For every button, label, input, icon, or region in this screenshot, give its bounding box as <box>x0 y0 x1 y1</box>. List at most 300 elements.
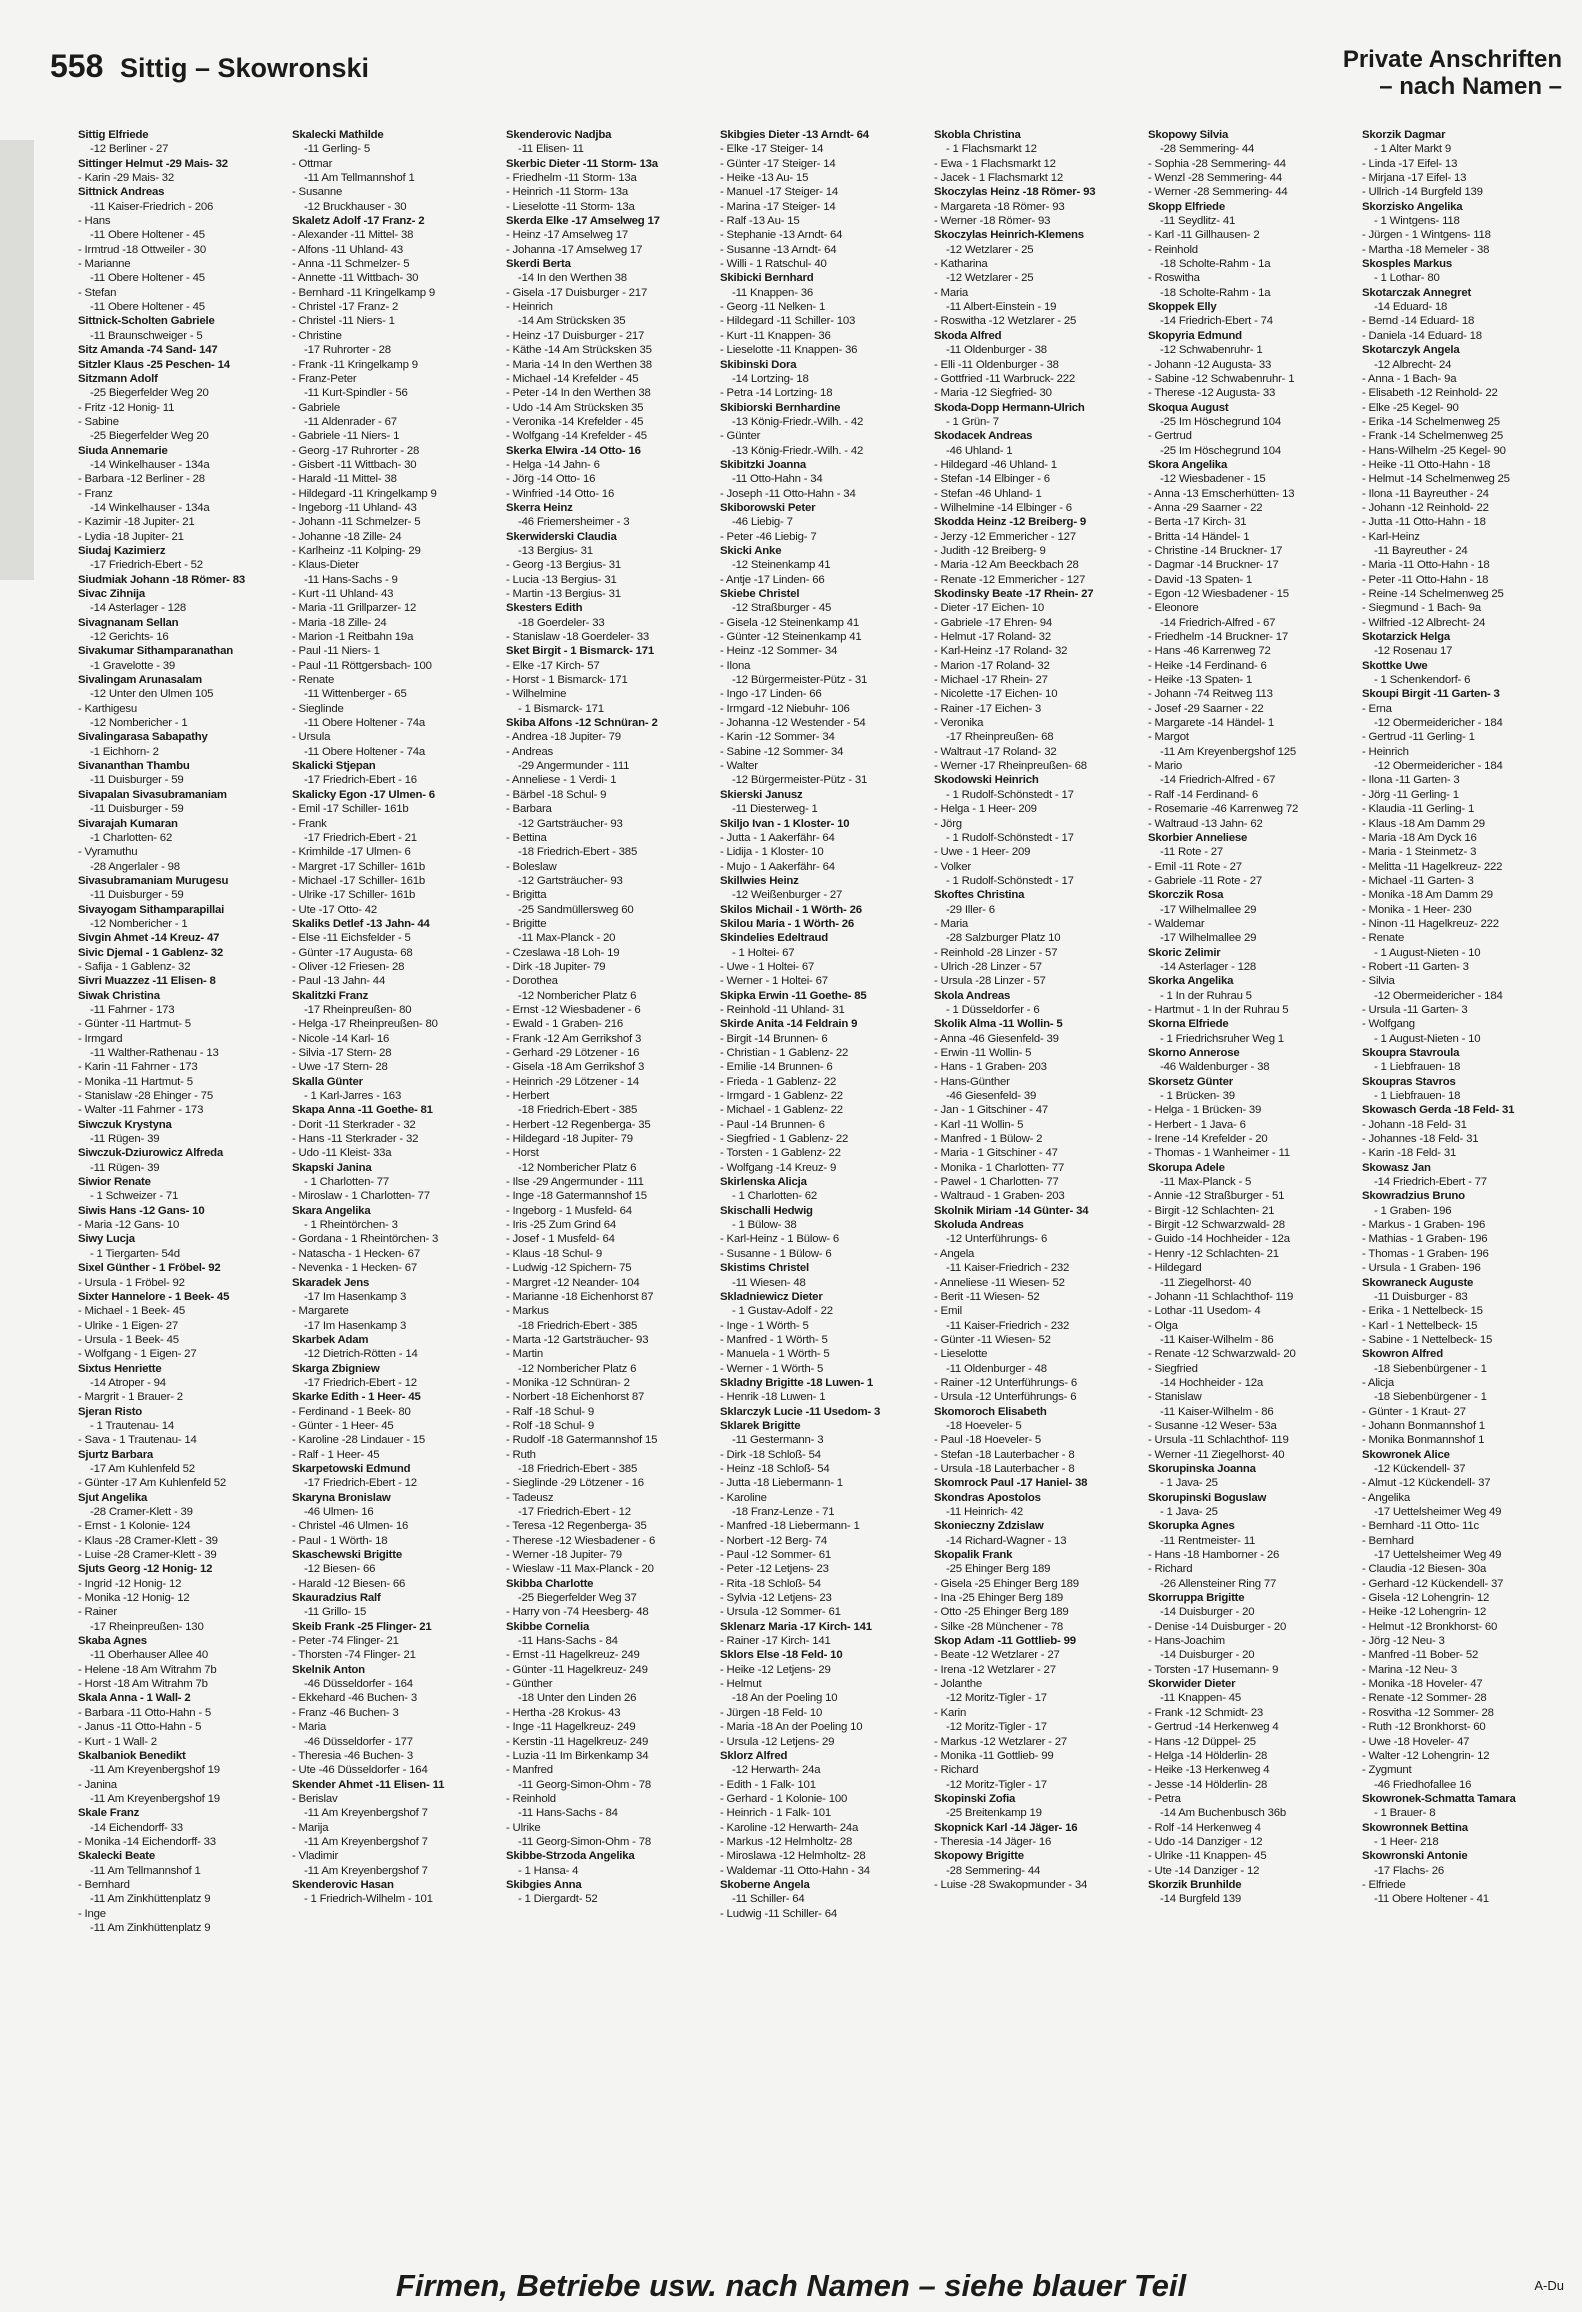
entry-line: - Ursula - 1 Graben- 196 <box>1362 1262 1481 1275</box>
entry-line: - Gerhard - 1 Kolonie- 100 <box>720 1792 848 1805</box>
entry-surname-line: Skiebe Christel <box>720 588 800 600</box>
entry-line: -14 Burgfeld 139 <box>1160 1893 1242 1906</box>
entry-line: - Monika -14 Eichendorff- 33 <box>78 1835 216 1848</box>
entry-line: - Harry von -74 Heesberg- 48 <box>506 1606 649 1619</box>
entry-line: - Angelika <box>1362 1491 1411 1504</box>
entry-line: - Harald -11 Mittel- 38 <box>292 473 397 486</box>
entry-line: - Marion -1 Reitbahn 19a <box>292 631 414 644</box>
entry-line: - Michael - 1 Gablenz- 22 <box>720 1104 843 1117</box>
entry-surname-line: Skapa Anna -11 Goethe- 81 <box>292 1104 433 1117</box>
entry-line: -11 Hans-Sachs - 84 <box>518 1807 618 1820</box>
entry-line: - Kurt - 1 Wall- 2 <box>78 1735 157 1748</box>
entry-line: - Werner -11 Ziegelhorst- 40 <box>1148 1448 1285 1461</box>
entry-surname-line: Skibba Charlotte <box>506 1577 594 1590</box>
entry-surname-line: Skowronnek Bettina <box>1362 1821 1468 1834</box>
entry-surname-line: Skibiorski Bernhardine <box>720 401 841 414</box>
entry-line: - Lothar -11 Usedom- 4 <box>1148 1305 1261 1318</box>
entry-surname-line: Skodda Heinz -12 Breiberg- 9 <box>934 516 1087 529</box>
entry-line: - Luise -28 Cramer-Klett - 39 <box>78 1549 217 1562</box>
entry-line: - Hildegard -11 Kringelkamp 9 <box>292 487 437 500</box>
entry-line: - Karin <box>934 1706 967 1719</box>
entry-line: -12 Albrecht- 24 <box>1374 358 1452 371</box>
entry-line: - Susanne <box>292 186 343 199</box>
entry-line: - 1 Schweizer - 71 <box>90 1190 179 1203</box>
entry-line: - Theresia -14 Jäger- 16 <box>934 1835 1052 1848</box>
entry-surname-line: Skorupka Agnes <box>1148 1520 1235 1533</box>
entry-line: - Volker <box>934 860 972 873</box>
entry-line: - Stanislaw <box>1148 1391 1202 1404</box>
entry-line: - Margrit - 1 Brauer- 2 <box>78 1391 183 1404</box>
entry-line: - Walter <box>720 760 758 773</box>
entry-line: - Irena -12 Wetzlarer - 27 <box>934 1663 1056 1676</box>
entry-line: - Boleslaw <box>506 860 557 873</box>
entry-surname-line: Siudmiak Johann -18 Römer- 83 <box>78 573 246 586</box>
entry-line: - Klaus -18 Am Damm 29 <box>1362 817 1485 830</box>
entry-line: - Erika -14 Schelmenweg 25 <box>1362 415 1500 428</box>
entry-line: - Hildegard <box>1148 1262 1202 1275</box>
entry-line: - Norbert -18 Eichenhorst 87 <box>506 1391 645 1404</box>
entry-surname-line: Skolik Alma -11 Wollin- 5 <box>934 1018 1063 1031</box>
entry-surname-line: Skender Ahmet -11 Elisen- 11 <box>292 1778 445 1791</box>
entry-line: - Ulrike - 1 Eigen- 27 <box>78 1319 179 1332</box>
entry-surname-line: Sivananthan Thambu <box>78 760 190 773</box>
entry-line: - Franz-Peter <box>292 372 357 385</box>
entry-line: - Karoline <box>720 1491 767 1504</box>
entry-line: -18 Hoeveler- 5 <box>946 1419 1022 1432</box>
entry-surname-line: Sklorz Alfred <box>720 1749 788 1762</box>
entry-line: - Bärbel -18 Schul- 9 <box>506 788 607 801</box>
entry-line: - 1 Alter Markt 9 <box>1374 143 1451 156</box>
entry-line: - Erna <box>1362 702 1392 715</box>
entry-line: - Erika - 1 Nettelbeck- 15 <box>1362 1305 1483 1318</box>
entry-line: - Veronika -14 Krefelder - 45 <box>506 415 644 428</box>
entry-surname-line: Sivac Zihnija <box>78 588 146 600</box>
entry-line: -14 Friedrich-Ebert - 77 <box>1374 1176 1487 1189</box>
entry-line: - Stefan <box>78 286 117 299</box>
entry-line: - 1 Friedrichsruher Weg 1 <box>1160 1032 1284 1045</box>
entry-line: - Bernhard <box>1362 1534 1414 1547</box>
entry-line: - Antje -17 Linden- 66 <box>720 573 825 586</box>
entry-surname-line: Sitzler Klaus -25 Peschen- 14 <box>78 358 230 371</box>
entry-line: - Werner -17 Rheinpreußen- 68 <box>934 760 1087 773</box>
entry-line: - Kerstin -11 Hagelkreuz- 249 <box>506 1735 649 1748</box>
entry-line: - Inge -18 Gatermannshof 15 <box>506 1190 647 1203</box>
entry-surname-line: Skalicki Stjepan <box>292 760 376 773</box>
entry-line: - Heike -13 Herkenweg 4 <box>1148 1764 1270 1777</box>
entry-surname-line: Skirde Anita -14 Feldrain 9 <box>720 1018 858 1031</box>
entry-line: - Silvia -17 Stern- 28 <box>292 1047 392 1059</box>
entry-line: - Heinrich -29 Lötzener - 14 <box>506 1075 640 1088</box>
entry-line: - Klaus-Dieter <box>292 559 359 572</box>
entry-line: - Almut -12 Kückendell- 37 <box>1362 1477 1491 1490</box>
entry-line: - Kurt -11 Uhland- 43 <box>292 588 394 600</box>
entry-line: - Elke -17 Steiger- 14 <box>720 143 824 156</box>
entry-line: - Paul -12 Sommer- 61 <box>720 1549 832 1562</box>
entry-line: - Mathias - 1 Graben- 196 <box>1362 1233 1488 1246</box>
entry-line: -14 Asterlager - 128 <box>90 602 187 615</box>
entry-surname-line: Sitz Amanda -74 Sand- 147 <box>78 344 218 357</box>
entry-line: -12 Gartsträucher- 93 <box>518 817 623 830</box>
entry-line: - Sava - 1 Trautenau- 14 <box>78 1434 197 1447</box>
entry-line: - Torsten -17 Husemann- 9 <box>1148 1663 1279 1676</box>
entry-line: - Wenzl -28 Semmering- 44 <box>1148 172 1283 185</box>
entry-line: - Waltraud -13 Jahn- 62 <box>1148 817 1263 830</box>
entry-line: -12 Gerichts- 16 <box>90 631 169 644</box>
entry-line: - Helene -18 Am Witrahm 7b <box>78 1663 217 1676</box>
entry-line: - Erwin -11 Wollin- 5 <box>934 1047 1032 1059</box>
entry-line: - Michael - 1 Beek- 45 <box>78 1305 186 1318</box>
entry-line: - Werner -18 Jupiter- 79 <box>506 1549 622 1562</box>
entry-line: - Maria -18 Zille- 24 <box>292 616 387 629</box>
entry-line: -11 Oldenburger - 48 <box>946 1362 1047 1375</box>
entry-line: - Ullrich -14 Burgfeld 139 <box>1362 186 1483 199</box>
entry-line: - Peter -11 Otto-Hahn - 18 <box>1362 573 1489 586</box>
entry-line: -17 Im Hasenkamp 3 <box>304 1290 407 1303</box>
entry-line: - Jutta - 1 Aakerfähr- 64 <box>720 831 835 844</box>
entry-surname-line: Siwczuk-Dziurowicz Alfreda <box>78 1147 224 1160</box>
entry-line: -12 Straßburger - 45 <box>732 602 832 615</box>
entry-line: - Ferdinand - 1 Beek- 80 <box>292 1405 411 1418</box>
entry-line: - Michael -14 Krefelder - 45 <box>506 372 639 385</box>
entry-surname-line: Skeib Frank -25 Flinger- 21 <box>292 1620 432 1633</box>
entry-line: - Alicja <box>1362 1376 1394 1389</box>
entry-line: - Theresia -46 Buchen- 3 <box>292 1749 413 1762</box>
entry-line: - Johanna -12 Westender - 54 <box>720 717 866 730</box>
entry-line: -12 Wetzlarer - 25 <box>946 272 1034 285</box>
entry-line: - Paul -13 Jahn- 44 <box>292 975 386 988</box>
entry-line: -1 Charlotten- 62 <box>90 831 173 844</box>
entry-surname-line: Skorsetz Günter <box>1148 1075 1233 1088</box>
entry-line: - Kazimir -18 Jupiter- 21 <box>78 516 195 529</box>
entry-line: - Petra <box>1148 1792 1181 1805</box>
entry-line: -11 Oldenburger - 38 <box>946 344 1047 357</box>
entry-surname-line: Skowronek Alice <box>1362 1448 1450 1461</box>
entry-line: - Czeslawa -18 Loh- 19 <box>506 946 620 959</box>
entry-line: - Günter - 1 Heer- 45 <box>292 1419 394 1432</box>
entry-line: -14 Friedrich-Alfred - 67 <box>1160 616 1276 629</box>
entry-line: - Käthe -14 Am Strücksken 35 <box>506 344 652 357</box>
entry-line: - Ludwig -12 Spichern- 75 <box>506 1262 632 1275</box>
section-title <box>1343 46 1562 100</box>
entry-line: -12 Biesen- 66 <box>304 1563 376 1576</box>
entry-line: - Heike -14 Ferdinand- 6 <box>1148 659 1267 672</box>
entry-line: -46 Uhland- 1 <box>946 444 1013 457</box>
entry-line: - 1 Rudolf-Schönstedt - 17 <box>946 874 1074 887</box>
entry-line: - Lidija - 1 Kloster- 10 <box>720 846 824 859</box>
entry-line: -13 König-Friedr.-Wilh. - 42 <box>732 415 864 428</box>
entry-line: - Hans -11 Sterkrader - 32 <box>292 1133 419 1146</box>
entry-line: - 1 Wintgens- 118 <box>1374 215 1460 228</box>
entry-line: -17 Wilhelmallee 29 <box>1160 903 1257 916</box>
entry-line: - Monika - 1 Heer- 230 <box>1362 903 1472 916</box>
entry-surname-line: Skoczylas Heinrich-Klemens <box>934 229 1084 242</box>
entry-line: -17 Rheinpreußen- 68 <box>946 731 1054 744</box>
entry-line: - Herbert <box>506 1090 550 1103</box>
entry-surname-line: Skalitzki Franz <box>292 989 369 1002</box>
entry-line: - Margarete -14 Händel- 1 <box>1148 717 1275 730</box>
entry-line: - Sylvia -12 Letjens- 23 <box>720 1592 832 1605</box>
entry-line: - Herbert - 1 Java- 6 <box>1148 1118 1246 1131</box>
entry-line: - Gabriele -11 Rote - 27 <box>1148 874 1263 887</box>
entry-line: -11 Hans-Sachs - 84 <box>518 1635 618 1648</box>
entry-line: - Nicole -14 Karl- 16 <box>292 1032 390 1045</box>
entry-line: - Sieglinde -29 Lötzener - 16 <box>506 1477 644 1490</box>
entry-line: -13 König-Friedr.-Wilh. - 42 <box>732 444 864 457</box>
entry-line: -14 Am Buchenbusch 36b <box>1160 1807 1287 1820</box>
entry-line: - Johann -74 Reitweg 113 <box>1148 688 1273 701</box>
entry-line: - Emil -17 Schiller- 161b <box>292 803 409 816</box>
entry-line: - Siegmund - 1 Bach- 9a <box>1362 602 1481 615</box>
entry-line: - Stephanie -13 Arndt- 64 <box>720 229 843 242</box>
entry-surname-line: Skiba Alfons -12 Schnüran- 2 <box>506 717 658 730</box>
entry-line: - Uwe - 1 Heer- 209 <box>934 846 1031 859</box>
entry-line: - Manfred - 1 Wörth- 5 <box>720 1333 828 1346</box>
entry-surname-line: Skalbaniok Benedikt <box>78 1749 186 1762</box>
entry-surname-line: Skomoroch Elisabeth <box>934 1405 1047 1418</box>
entry-line: - 1 Düsseldorfer - 6 <box>946 1003 1040 1016</box>
entry-surname-line: Skarga Zbigniew <box>292 1362 380 1375</box>
entry-line: - Gerhard -12 Kückendell- 37 <box>1362 1577 1504 1590</box>
entry-line: -14 Atroper - 94 <box>90 1376 166 1389</box>
entry-line: - Martin -13 Bergius- 31 <box>506 588 621 600</box>
entry-surname-line: Skopowy Brigitte <box>934 1850 1024 1863</box>
entry-line: -11 Oberhauser Allee 40 <box>90 1649 209 1662</box>
entry-line: - Frank -12 Am Gerrikshof 3 <box>506 1032 642 1045</box>
entry-line: - Ursula -12 Unterführungs- 6 <box>934 1391 1077 1404</box>
entry-surname-line: Skop Adam -11 Gottlieb- 99 <box>934 1635 1076 1648</box>
entry-line: - Johannes -18 Feld- 31 <box>1362 1133 1479 1146</box>
entry-line: - Heike -13 Au- 15 <box>720 172 809 185</box>
entry-line: - Anneliese -11 Wiesen- 52 <box>934 1276 1065 1289</box>
entry-surname-line: Skorczik Rosa <box>1148 889 1224 902</box>
entry-line: - Maria -12 Am Beeckbach 28 <box>934 559 1079 572</box>
entry-line: - Rolf -18 Schul- 9 <box>506 1419 594 1432</box>
entry-line: - Georg -17 Ruhrorter - 28 <box>292 444 420 457</box>
entry-line: - Willi - 1 Ratschul- 40 <box>720 258 827 271</box>
entry-line: -14 Duisburger - 20 <box>1160 1606 1255 1619</box>
entry-surname-line: Skara Angelika <box>292 1204 371 1217</box>
entry-line: - Emilie -14 Brunnen- 6 <box>720 1061 833 1074</box>
entry-line: - David -13 Spaten- 1 <box>1148 573 1253 586</box>
entry-line: - Hans-Joachim <box>1148 1635 1225 1648</box>
entry-line: - Gertrud -11 Gerling- 1 <box>1362 731 1475 744</box>
entry-line: - Gottfried -11 Warbruck- 222 <box>934 372 1076 385</box>
entry-line: - Christel -11 Niers- 1 <box>292 315 395 328</box>
entry-line: - Anna -29 Saarner - 22 <box>1148 501 1263 514</box>
entry-line: - Elfriede <box>1362 1878 1406 1891</box>
running-head: Sittig – Skowronski <box>120 53 370 83</box>
entry-surname-line: Sivalingarasa Sabapathy <box>78 731 208 744</box>
entry-surname-line: Sivalingam Arunasalam <box>78 674 202 687</box>
entry-line: - Heinrich <box>506 301 553 314</box>
entry-line: - Roswitha -12 Wetzlarer - 25 <box>934 315 1077 328</box>
entry-surname-line: Skorbier Anneliese <box>1148 831 1248 844</box>
entry-line: - Reinhold -11 Uhland- 31 <box>720 1003 845 1016</box>
entry-line: -12 Bürgermeister-Pütz - 31 <box>732 674 868 687</box>
entry-line: - Ute -17 Otto- 42 <box>292 903 378 916</box>
entry-line: - Lieselotte -11 Knappen- 36 <box>720 344 858 357</box>
entry-surname-line: Skodacek Andreas <box>934 430 1033 443</box>
entry-line: - Ruth -12 Bronkhorst- 60 <box>1362 1721 1486 1734</box>
entry-line: -11 Duisburger - 59 <box>90 803 184 816</box>
entry-surname-line: Skalla Günter <box>292 1075 363 1088</box>
entry-line: - Monika -18 Am Damm 29 <box>1362 889 1493 902</box>
entry-line: - Olga <box>1148 1319 1178 1332</box>
entry-line: - Günter <box>720 430 761 443</box>
entry-line: - 1 Schenkendorf- 6 <box>1374 674 1471 687</box>
entry-line: - Ina -25 Ehinger Berg 189 <box>934 1592 1064 1605</box>
entry-line: -11 Gerling- 5 <box>304 143 370 156</box>
entry-surname-line: Sivic Djemal - 1 Gablenz- 32 <box>78 946 224 959</box>
entry-line: - Britta -14 Händel- 1 <box>1148 530 1250 543</box>
entry-line: - Heike -12 Letjens- 29 <box>720 1663 831 1676</box>
entry-surname-line: Sixtus Henriette <box>78 1362 162 1375</box>
entry-line: - Wilhelmine -14 Elbinger - 6 <box>934 501 1072 514</box>
entry-line: - Lieselotte <box>934 1348 988 1361</box>
entry-line: - Pawel - 1 Charlotten- 77 <box>934 1176 1059 1189</box>
entry-line: -12 Schwabenruhr- 1 <box>1160 344 1263 357</box>
entry-line: - Karin -18 Feld- 31 <box>1362 1147 1457 1160</box>
entry-line: - Christine <box>292 329 342 342</box>
entry-line: - Susanne -13 Arndt- 64 <box>720 243 837 256</box>
entry-line: -17 Wilhelmallee 29 <box>1160 932 1257 945</box>
entry-line: - Johann -18 Feld- 31 <box>1362 1118 1467 1131</box>
entry-line: - Thomas - 1 Wanheimer - 11 <box>1148 1147 1290 1160</box>
entry-line: - Miroslaw - 1 Charlotten- 77 <box>292 1190 430 1203</box>
entry-line: - Hildegard -11 Schiller- 103 <box>720 315 856 328</box>
entry-surname-line: Skorno Annerose <box>1148 1047 1240 1059</box>
entry-line: - Wilfried -12 Albrecht- 24 <box>1362 616 1486 629</box>
entry-line: -11 Obere Holtener - 45 <box>90 301 205 314</box>
entry-line: - Gertrud <box>1148 430 1192 443</box>
entry-line: -12 Berliner - 27 <box>90 143 169 156</box>
entry-line: - Lieselotte -11 Storm- 13a <box>506 200 635 213</box>
entry-line: - Wilhelmine <box>506 688 567 701</box>
entry-surname-line: Sittnick-Scholten Gabriele <box>78 315 215 328</box>
entry-line: - Frank -12 Schmidt- 23 <box>1148 1706 1264 1719</box>
entry-surname-line: Skoric Zelimir <box>1148 946 1221 959</box>
entry-line: -25 Ehinger Berg 189 <box>946 1563 1051 1576</box>
entry-line: - Michael -17 Rhein- 27 <box>934 674 1048 687</box>
entry-line: - Denise -14 Duisburger - 20 <box>1148 1620 1287 1633</box>
entry-line: - Gabriele <box>292 401 341 414</box>
entry-line: - Margret -12 Neander- 104 <box>506 1276 640 1289</box>
entry-line: - Monika -11 Gottlieb- 99 <box>934 1749 1054 1762</box>
entry-surname-line: Skorzik Brunhilde <box>1148 1878 1242 1891</box>
entry-line: - Anna -46 Giesenfeld- 39 <box>934 1032 1059 1045</box>
entry-line: - Hildegard -46 Uhland- 1 <box>934 458 1057 471</box>
entry-line: - Ralf - 1 Heer- 45 <box>292 1448 380 1461</box>
entry-line: - Barbara -11 Otto-Hahn - 5 <box>78 1706 212 1719</box>
entry-line: - Karoline -28 Lindauer - 15 <box>292 1434 426 1447</box>
entry-line: - Ilona <box>720 659 751 672</box>
entry-line: - Monika -12 Schnüran- 2 <box>506 1376 630 1389</box>
entry-line: - Hartmut - 1 In der Ruhrau 5 <box>1148 1003 1289 1016</box>
entry-line: -28 Angerlaler - 98 <box>90 860 180 873</box>
entry-surname-line: Siwis Hans -12 Gans- 10 <box>78 1204 205 1217</box>
entry-surname-line: Skillwies Heinz <box>720 874 799 887</box>
entry-line: - 1 Diergardt- 52 <box>518 1893 598 1906</box>
entry-line: - Heinrich -11 Storm- 13a <box>506 186 629 199</box>
entry-line: -17 Uettelsheimer Weg 49 <box>1374 1549 1502 1562</box>
entry-surname-line: Skale Franz <box>78 1807 140 1820</box>
entry-surname-line: Skola Andreas <box>934 989 1011 1002</box>
entry-line: -12 Nombericher - 1 <box>90 917 188 930</box>
entry-line: - Helga - 1 Brücken- 39 <box>1148 1104 1262 1117</box>
entry-line: -11 Heinrich- 42 <box>946 1506 1023 1518</box>
entry-surname-line: Skaschewski Brigitte <box>292 1549 402 1562</box>
entry-line: -11 Kaiser-Friedrich - 232 <box>946 1262 1070 1275</box>
entry-line: -11 Braunschweiger - 5 <box>90 329 203 342</box>
entry-line: - Ute -14 Danziger - 12 <box>1148 1864 1260 1877</box>
entry-line: - Rainer <box>78 1606 117 1619</box>
entry-surname-line: Skoda Alfred <box>934 329 1002 342</box>
entry-line: -11 Albert-Einstein - 19 <box>946 301 1057 314</box>
entry-line: -14 Eichendorff- 33 <box>90 1821 183 1834</box>
entry-line: - Margot <box>1148 731 1189 744</box>
entry-line: - Gertrud -14 Herkenweg 4 <box>1148 1721 1279 1734</box>
entry-surname-line: Skolnik Miriam -14 Günter- 34 <box>934 1204 1089 1217</box>
entry-line: - 1 Grün- 7 <box>946 415 999 428</box>
entry-line: -12 Wetzlarer - 25 <box>946 243 1034 256</box>
entry-line: -11 Kurt-Spindler - 56 <box>304 387 408 400</box>
entry-surname-line: Skibgies Anna <box>506 1878 582 1891</box>
entry-line: -11 Georg-Simon-Ohm - 78 <box>518 1778 651 1791</box>
entry-line: - 1 Karl-Jarres - 163 <box>304 1090 402 1103</box>
entry-line: -11 Kaiser-Friedrich - 206 <box>90 200 214 213</box>
scan-edge-strip <box>0 140 34 580</box>
entry-line: - Mario <box>1148 760 1183 773</box>
entry-line: - Emil <box>934 1305 962 1318</box>
entry-line: - Rainer -12 Unterführungs- 6 <box>934 1376 1077 1389</box>
entry-line: - Karl - 1 Nettelbeck- 15 <box>1362 1319 1478 1332</box>
footer-note: Firmen, Betriebe usw. nach Namen – siehe blauer Teil <box>395 2268 1187 2303</box>
entry-line: -17 Rheinpreußen- 130 <box>90 1620 204 1633</box>
entry-line: - Luzia -11 Im Birkenkamp 34 <box>506 1749 649 1762</box>
entry-line: -17 Friedrich-Ebert - 12 <box>304 1376 417 1389</box>
entry-line: - Marion -17 Roland- 32 <box>934 659 1050 672</box>
entry-line: - 1 Java- 25 <box>1160 1506 1218 1518</box>
entry-surname-line: Sklarczyk Lucie -11 Usedom- 3 <box>720 1405 881 1418</box>
entry-line: -17 Rheinpreußen- 80 <box>304 1003 412 1016</box>
entry-line: -14 Richard-Wagner - 13 <box>946 1534 1067 1547</box>
entry-line: -46 Waldenburger - 38 <box>1160 1061 1270 1074</box>
entry-line: - Johann Bonmannshof 1 <box>1362 1419 1485 1432</box>
entry-line: - Ludwig -11 Schiller- 64 <box>720 1907 837 1920</box>
entry-line: -11 Rentmeister- 11 <box>1160 1534 1256 1547</box>
entry-surname-line: Skirlenska Alicja <box>720 1176 807 1189</box>
entry-surname-line: Skora Angelika <box>1148 458 1228 471</box>
entry-line: - Silvia <box>1362 975 1395 988</box>
entry-line: - Hans-Wilhelm -25 Kegel- 90 <box>1362 444 1506 457</box>
entry-line: - Waltraut -17 Roland- 32 <box>934 745 1057 758</box>
entry-line: - Monika - 1 Charlotten- 77 <box>934 1161 1065 1174</box>
entry-line: -12 Moritz-Tigler - 17 <box>946 1721 1047 1734</box>
entry-surname-line: Skladniewicz Dieter <box>720 1290 823 1303</box>
entry-line: -11 Wittenberger - 65 <box>304 688 407 701</box>
entry-line: -11 Diesterweg- 1 <box>732 803 818 816</box>
entry-line: - Elisabeth -12 Reinhold- 22 <box>1362 387 1498 400</box>
entry-line: - Nicolette -17 Eichen- 10 <box>934 688 1058 701</box>
entry-line: -11 Kaiser-Wilhelm - 86 <box>1160 1333 1274 1346</box>
entry-surname-line: Skorruppa Brigitte <box>1148 1592 1245 1605</box>
entry-line: - Richard <box>1148 1563 1193 1576</box>
entry-line: - Marianne -18 Eichenhorst 87 <box>506 1290 654 1303</box>
listing-column <box>78 128 286 2246</box>
entry-surname-line: Skerka Elwira -14 Otto- 16 <box>506 444 641 457</box>
entry-line: - Helga - 1 Heer- 209 <box>934 803 1037 816</box>
entry-line: - Therese -12 Wiesbadener - 6 <box>506 1534 656 1547</box>
